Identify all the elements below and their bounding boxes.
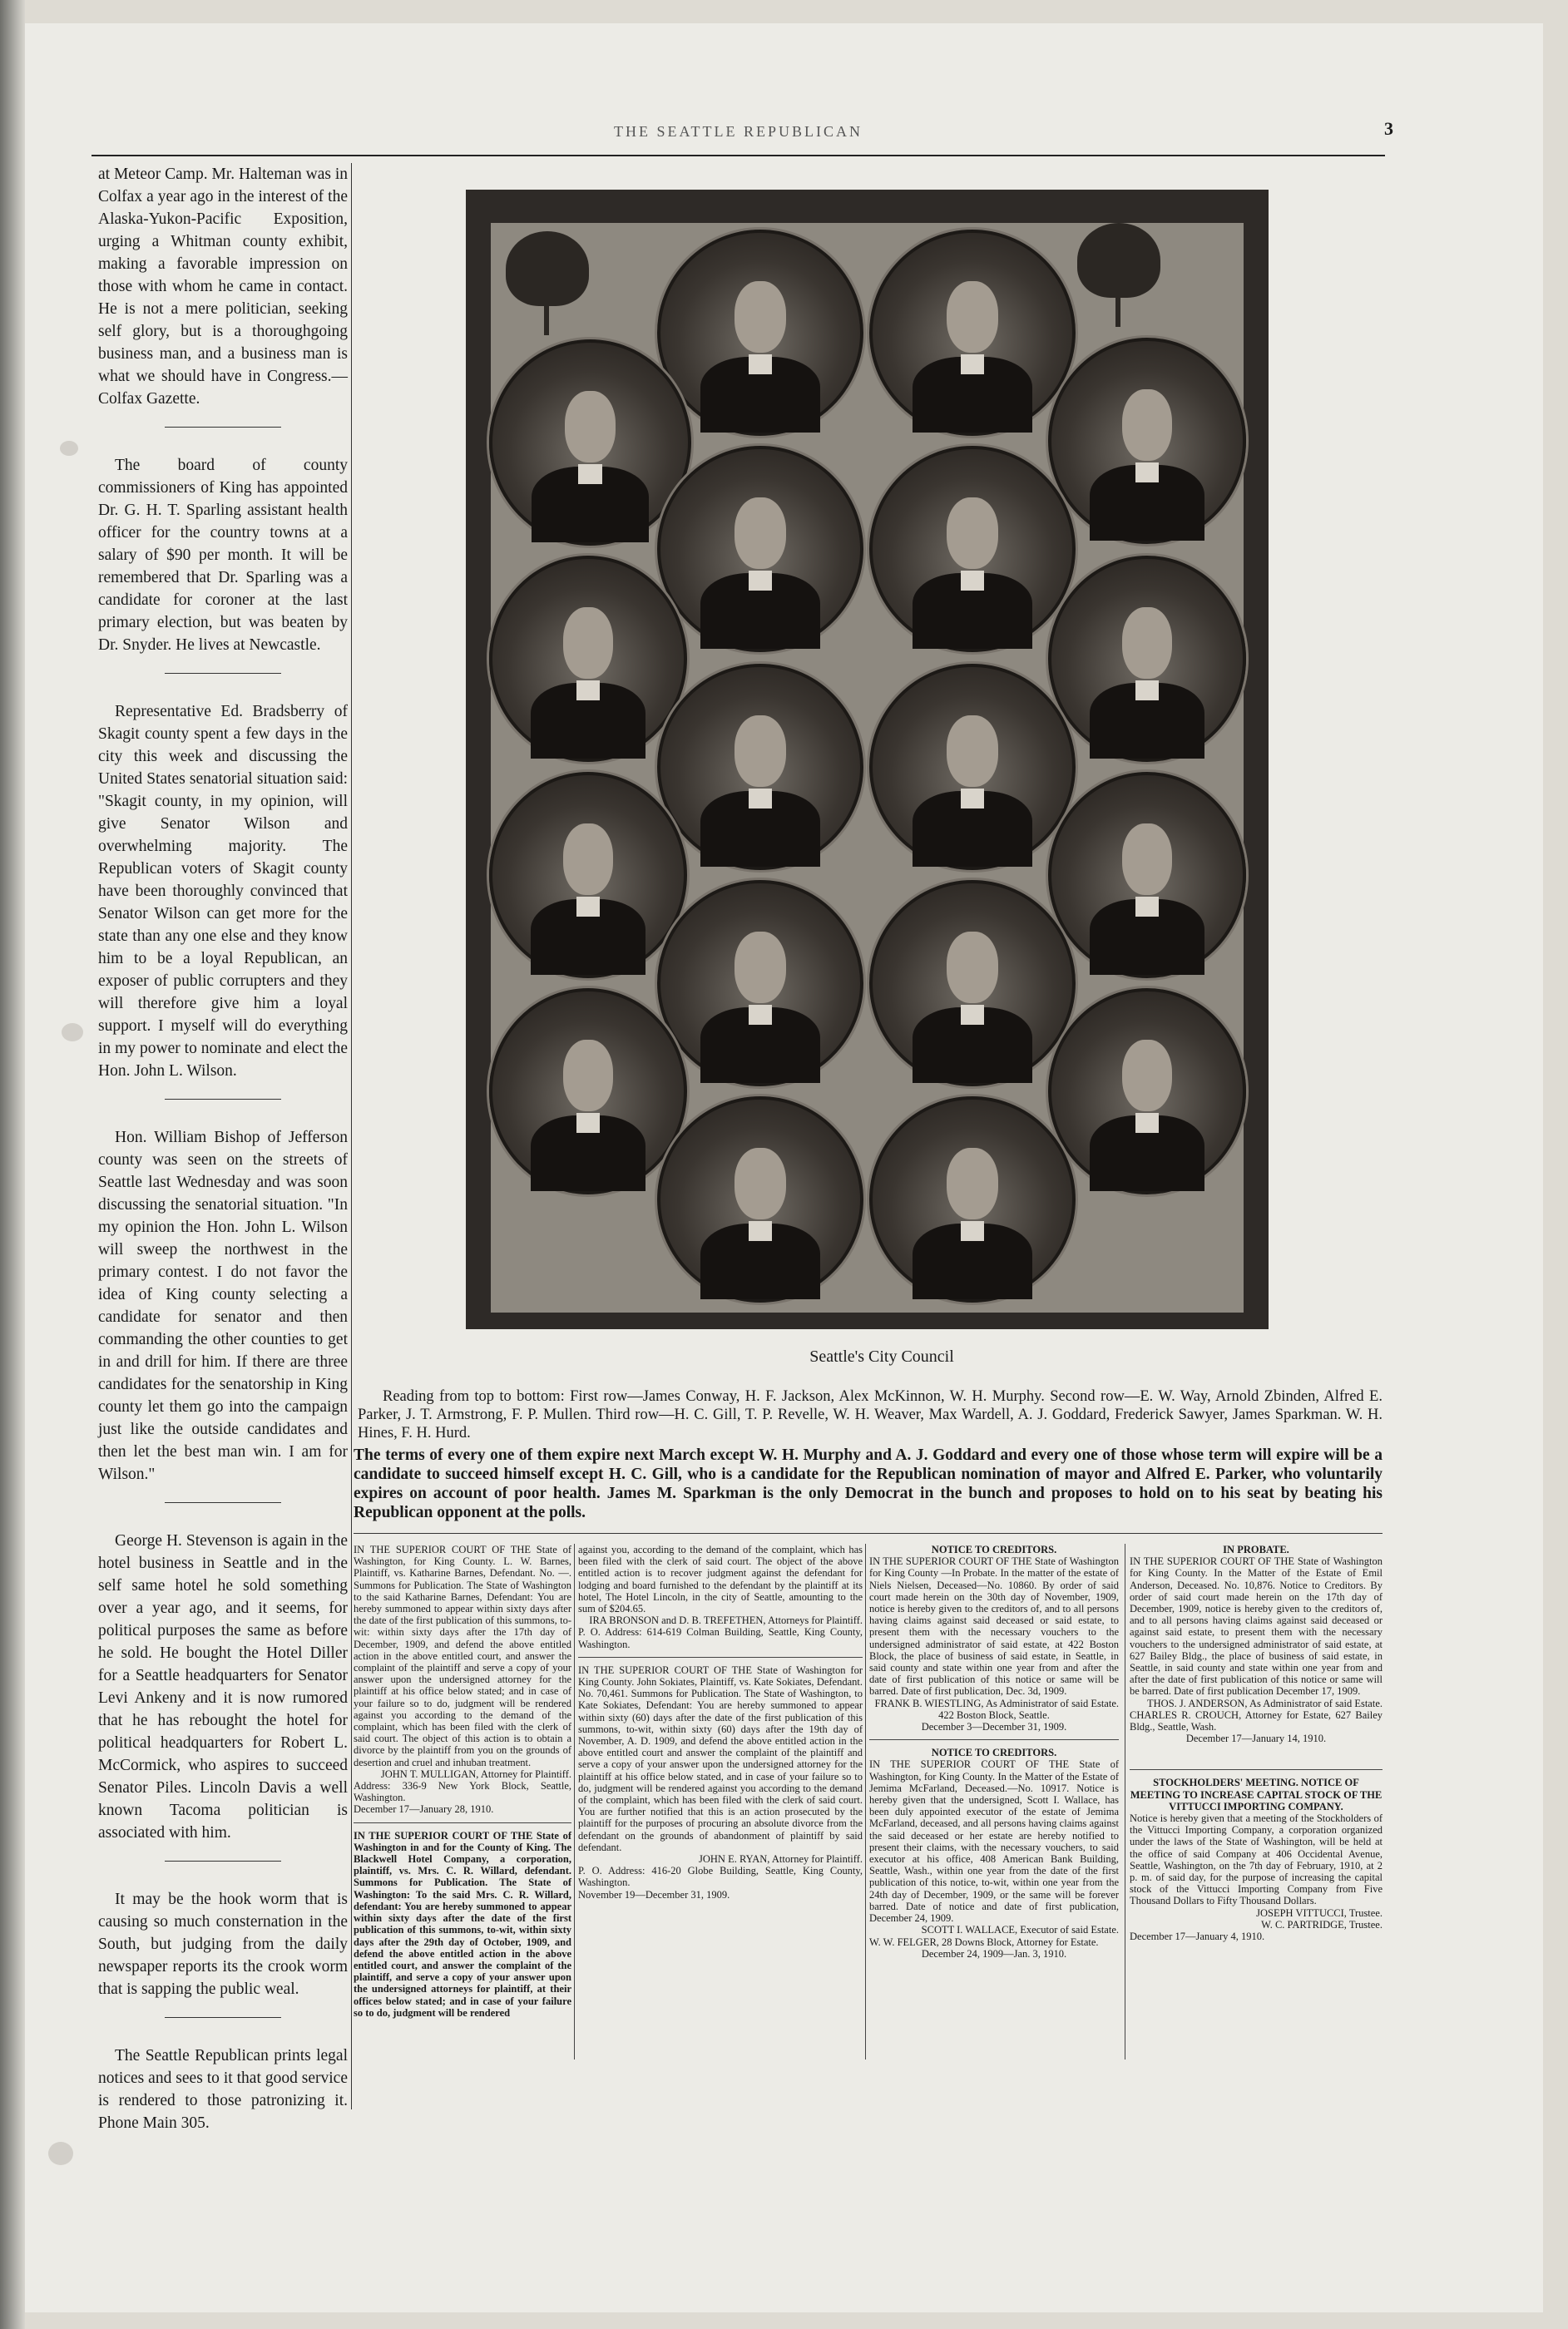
ink-smudge xyxy=(48,2142,73,2165)
portrait xyxy=(869,664,1076,870)
legal-column-rule xyxy=(574,1544,575,2060)
portrait xyxy=(489,772,687,978)
news-item: George H. Stevenson is again in the hotel business in Seattle and in the self same hotel he sold something over a year ago, and it seems, for political purposes the same as before he sold. He bought the Hotel Diller for a Seattle headquarters for Senator Levi Ankeny and it is now rumored that he has rebought the hotel for political headquarters for Robert L. McCormick, who aspires to succeed Senator Piles. Lincoln Davis a well known Tacoma politician is associated with him. xyxy=(98,1532,348,1842)
legal-notice: against you, according to the demand of the complaint, which has been filed with the clerk of said court. The object of the above entitled action is to recover judgment against the defendant for lodging and board furnished to the defendant by the plaintiff at its hotel, The Hotel Lincoln, in the city of Seattle, amounting to the sum of $204.65. xyxy=(578,1544,863,1615)
legal-notice: IN THE SUPERIOR COURT OF THE State of Washington in and for the County of King. The Blackwell Hotel Company, a corporation, plaintiff, vs. Mrs. C. R. Willard, defendant. Summons for Publication. The State of Washington: To the said Mrs. C. R. Willard, defendant: You are hereby summoned to appear within sixty days after the date of the first publication of this summons, to-wit, within sixty days after the 29th day of October, 1909, and defend the above entitled action in the above entitled court, and answer the complaint of the plaintiff, and serve a copy of your answer upon the undersigned attorneys for plaintiff, at their offices below stated; and in case of your failure so to do, judgment will be rendered xyxy=(354,1829,571,2019)
legal-notice: IN THE SUPERIOR COURT OF THE State of Washington for King County —In Probate. In the matter of the estate of Niels Nielsen, Deceased—No. 10860. By order of said court made herein on the 30th day of November, 1909, notice is hereby given to the creditors of, and to all persons having claims against said deceased or said estate, to present them with the necessary vouchers to the undersigned administrator of said estate, at 422 Boston Block, the place of business of said estate, in Seattle, in said county and state within one year from and after the date of first publication of this notice or same will be barred. Date of first publication, Dec. 3d, 1909. xyxy=(869,1555,1119,1698)
legal-notice: IN THE SUPERIOR COURT OF THE State of Washington for King County. In the Matter of the Estate of Emil Anderson, Deceased. No. 10,876. Notice to Creditors. By order of said court made herein on the 17th day of December, 1909, notice is hereby given to the creditors of, and to all persons having claims against said deceased or against said estate, to present them with the necessary vouchers to the undersigned administrator of said estate, at 627 Bailey Bldg., the place of business of said estate, in Seattle, in said county and state within one year from and after the date of first publication of this notice or same will be barred. Date of first publication December 17, 1909. xyxy=(1130,1555,1383,1698)
column-divider xyxy=(165,2017,281,2018)
portrait xyxy=(657,664,863,870)
portrait xyxy=(869,446,1076,652)
column-divider xyxy=(165,1502,281,1503)
legal-signature: JOSEPH VITTUCCI, Trustee. xyxy=(1256,1906,1383,1919)
portrait xyxy=(657,880,863,1086)
legal-dates: December 3—December 31, 1909. xyxy=(921,1721,1067,1733)
portrait xyxy=(489,339,691,546)
legal-signature: W. C. PARTRIDGE, Trustee. xyxy=(1261,1918,1383,1931)
column-divider xyxy=(165,1099,281,1100)
photo-names: Reading from top to bottom: First row—James Conway, H. F. Jackson, Alex McKinnon, W. H. Murphy. Second row—E. W. Way, Arnold Zbinden, Alfred E. Parker, J. T. Armstrong, F. P. Mullen. Third row—H. C. Gill, T. P. Revelle, W. H. Weaver, Max Wardell, A. J. Goddard, Frederick Sawyer, James Sparkman. W. H. Hines, F. H. Hurd. xyxy=(358,1388,1383,1441)
legal-rule xyxy=(354,1533,1383,1534)
news-item: at Meteor Camp. Mr. Halteman was in Colfax a year ago in the interest of the Alaska-Yukon-Pacific Exposition, urging a Whitman county exhibit, making a favorable impression on those with whom he came in contact. He is not a mere politician, seeking self glory, but is a thoroughgoing business man, and a business man is what we should have in Congress.—Colfax Gazette. xyxy=(98,166,349,408)
news-item: The Seattle Republican prints legal notices and sees to it that good service is rendered to those patronizing it. Phone Main 305. xyxy=(98,2047,348,2132)
legal-divider xyxy=(869,1739,1119,1740)
legal-signature: FRANK B. WIESTLING, As Administrator of said Estate. xyxy=(874,1697,1119,1709)
legal-address: 422 Boston Block, Seattle. xyxy=(938,1708,1050,1721)
column-rule xyxy=(351,163,352,2109)
legal-column-3 xyxy=(869,1544,1119,1960)
portrait xyxy=(869,230,1076,436)
portrait xyxy=(657,1096,863,1303)
legal-heading: NOTICE TO CREDITORS. xyxy=(931,1544,1057,1555)
legal-address: P. O. Address: 614-619 Colman Building, Seattle, King County, Washington. xyxy=(578,1626,863,1650)
portrait xyxy=(657,446,863,652)
page-number: 3 xyxy=(1384,118,1393,139)
portrait xyxy=(1048,988,1246,1194)
legal-signature: JOHN E. RYAN, Attorney for Plaintiff. xyxy=(699,1853,863,1866)
legal-attorney: W. W. FELGER, 28 Downs Block, Attorney for Estate. xyxy=(869,1936,1099,1948)
tree-ornament xyxy=(506,231,589,306)
portrait xyxy=(489,556,687,762)
portrait xyxy=(657,230,863,436)
legal-dates: December 17—January 28, 1910. xyxy=(354,1803,494,1816)
column-divider xyxy=(165,673,281,674)
news-item: Hon. William Bishop of Jefferson county was seen on the streets of Seattle last Wednesday and was soon discussing the senatorial situation. "In my opinion the Hon. John L. Wilson will sweep the northwest in the primary contest. I do not favor the idea of King county selecting a candidate for senator and then commanding the other counties to get in and drill for him. If there are three candidates for the senatorship in King county let them go into the campaign just like the outside candidates and then let the best man win. I am for Wilson." xyxy=(98,1129,348,1483)
portrait xyxy=(1048,772,1246,978)
legal-notice: IN THE SUPERIOR COURT OF THE State of Washington, for King County. In the Matter of the Estate of Jemima McFarland, Deceased.—No. 10917. Notice is hereby given that the undersigned, Scott I. Wallace, has been duly appointed executor of the estate of Jemima McFarland, deceased, and all persons having claims against the said deceased or her estate are hereby notified to present their claims, with the necessary vouchers, to said executor at his office, 408 American Bank Building, Seattle, Wash., within one year from the date of the first publication of this notice, to-wit, within one year from the 24th day of December, 1909, or the same will be forever barred. Date of notice and date of first publication, December 24, 1909. xyxy=(869,1758,1119,1925)
left-news-column xyxy=(98,163,348,2134)
news-item: The board of county commissioners of King has appointed Dr. G. H. T. Sparling assistant health officer for the country towns at a salary of $90 per month. It will be remembered that Dr. Sparling was a candidate for coroner at the last primary election, but was beaten by Dr. Snyder. He lives at Newcastle. xyxy=(98,457,348,654)
page-gutter xyxy=(0,0,25,2329)
legal-notice: IN THE SUPERIOR COURT OF THE State of Washington, for King County. L. W. Barnes, Plaintiff, vs. Katharine Barnes, Defendant. No. —. Summons for Publication. The State of Washington to the said Katharine Barnes, Defendant: You are hereby summoned to appear within sixty days after the date of the first publication of this summons, to-wit: within sixty days after the 17th day of December, 1909, and defend the above entitled action in the above entitled court, and answer the complaint of the plaintiff and serve a copy of your answer upon the undersigned attorney for the plaintiff at his office below stated; and in case of your failure so to do, judgment will be rendered against you according to the demand of the complaint, which has been filed with the clerk of said court. The object of this action is to obtain a divorce by the plaintiff from you on the grounds of desertion and cruel and inhuban treatment. xyxy=(354,1544,571,1768)
portrait xyxy=(869,1096,1076,1303)
council-photograph xyxy=(466,190,1269,1329)
legal-heading: NOTICE TO CREDITORS. xyxy=(931,1747,1057,1759)
legal-divider xyxy=(1130,1769,1383,1770)
news-item: Representative Ed. Bradsberry of Skagit county spent a few days in the city this week and discussing the United States senatorial situation said: "Skagit county, in my opinion, will give Senator Wilson and overwhelming majority. The Republican voters of Skagit county have been thoroughly convinced that Senator Wilson can get more for the state than any one else and they know him to be a loyal Republican, an exposer of public corrupters and they will therefore give him a loyal support. I myself will do everything in my power to nominate and elect the Hon. John L. Wilson. xyxy=(98,703,348,1080)
ink-smudge xyxy=(60,441,78,456)
legal-dates: December 17—January 14, 1910. xyxy=(1185,1733,1327,1745)
legal-dates: December 24, 1909—Jan. 3, 1910. xyxy=(921,1947,1067,1960)
page-header xyxy=(92,116,1393,156)
legal-signature: JOHN T. MULLIGAN, Attorney for Plaintiff. xyxy=(380,1768,571,1780)
column-divider xyxy=(165,427,281,428)
tree-ornament xyxy=(1077,223,1160,298)
news-item: It may be the hook worm that is causing so much consternation in the South, but judging from the daily newspaper reports its the crook worm that is sapping the public weal. xyxy=(98,1891,348,1998)
legal-address: P. O. Address: 416-20 Globe Building, Seattle, King County, Washington. xyxy=(578,1865,863,1889)
legal-heading: IN PROBATE. xyxy=(1223,1544,1289,1555)
photo-caption: Seattle's City Council xyxy=(809,1347,954,1366)
legal-column-4 xyxy=(1130,1544,1383,1942)
masthead-title: THE SEATTLE REPUBLICAN xyxy=(614,123,863,140)
legal-column-rule xyxy=(865,1544,866,2060)
council-note: The terms of every one of them expire next March except W. H. Murphy and A. J. Goddard and every one of those whose term will expire will be a candidate to succeed himself except H. C. Gill, who is a candidate for the Republican nomination of mayor and Alfred E. Parker, who voluntarily expires on account of poor health. James M. Sparkman is the only Democrat in the bunch and proposes to hold on to his seat by beating his Republican opponent at the polls. xyxy=(354,1446,1383,1521)
legal-notice: IN THE SUPERIOR COURT OF THE State of Washington for King County. John Sokiates, Plaintiff, vs. Kate Sokiates, Defendant. No. 70,461. Summons for Publication. The State of Washington, to Kate Sokiates, Defendant: You are hereby summoned to appear within sixty (60) days after the date of the first publication of this summons, to-wit, within sixty (60) days after the 19th day of November, A. D. 1909, and defend the above entitled action in the above entitled court and answer the complaint of the plaintiff and serve a copy of your answer upon the undersigned attorney for the plaintiff at his office below stated, and in case of your failure so to do, judgment will be rendered against you according to the demand of the complaint, which has been filed with the clerk of said court. You are further notified that this is an action prosecuted by the plaintiff for the purposes of procuring an absolute divorce from the defendant on the grounds of abandonment of plaintiff by said defendant. xyxy=(578,1664,863,1853)
legal-signature: THOS. J. ANDERSON, As Administrator of said Estate. xyxy=(1147,1697,1383,1709)
ink-smudge xyxy=(62,1023,83,1041)
legal-column-2 xyxy=(578,1544,863,1901)
legal-divider xyxy=(354,1822,571,1823)
legal-dates: December 17—January 4, 1910. xyxy=(1130,1931,1265,1943)
legal-notice: Notice is hereby given that a meeting of the Stockholders of the Vittucci Importing Company, a corporation organized under the laws of the State of Washington, will be held at the office of said Company at 406 Occidental Avenue, Seattle, Washington, on the 7th day of February, 1910, at 2 p. m. of said day, for the purpose of increasing the capital stock of the Vittucci Importing Company from Five Thousand Dollars to Fifty Thousand Dollars. xyxy=(1130,1812,1383,1907)
legal-signature: IRA BRONSON and D. B. TREFETHEN, Attorneys for Plaintiff. xyxy=(589,1614,863,1627)
portrait xyxy=(869,880,1076,1086)
portrait xyxy=(1048,338,1246,544)
portrait xyxy=(1048,556,1246,762)
portrait xyxy=(489,988,687,1194)
column-divider xyxy=(165,1861,281,1862)
legal-attorney: CHARLES R. CROUCH, Attorney for Estate, 627 Bailey Bldg., Seattle, Wash. xyxy=(1130,1708,1383,1733)
legal-column-1 xyxy=(354,1544,571,2019)
legal-address: Address: 336-9 New York Block, Seattle, Washington. xyxy=(354,1780,571,1804)
legal-heading: STOCKHOLDERS' MEETING. NOTICE OF MEETING TO INCREASE CAPITAL STOCK OF THE VITTUCCI IMPORTING COMPANY. xyxy=(1130,1777,1383,1812)
legal-divider xyxy=(578,1657,863,1658)
legal-signature: SCOTT I. WALLACE, Executor of said Estate. xyxy=(921,1924,1119,1936)
legal-dates: November 19—December 31, 1909. xyxy=(578,1888,730,1901)
